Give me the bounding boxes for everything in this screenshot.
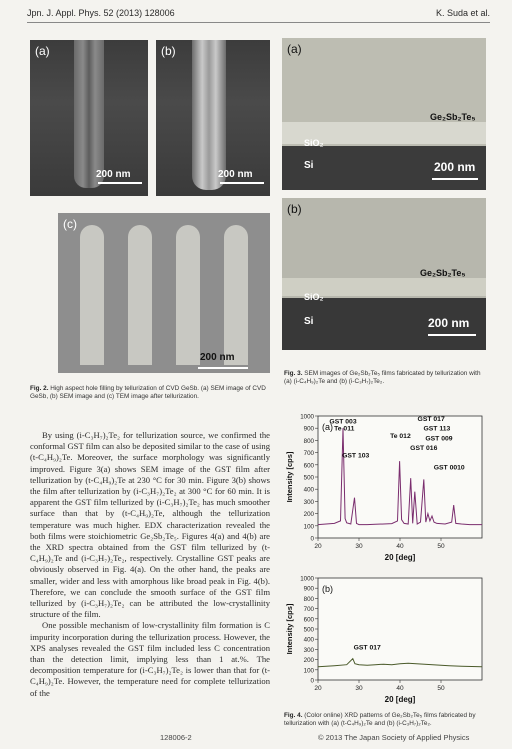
fig2-panel-b xyxy=(156,40,270,196)
si-label: Si xyxy=(304,316,314,327)
y-tick-label: 0 xyxy=(310,677,314,685)
scale-label: 200 nm xyxy=(428,316,470,330)
fig2-caption-text: High aspect hole filling by tellurization of CVD GeSb. (a) SEM image of CVD GeSb, (b) SEM image and (c) TEM image after tellurization. xyxy=(30,385,266,400)
film-label: Ge₂Sb₂Te₅ xyxy=(430,112,476,122)
journal-header: Jpn. J. Appl. Phys. 52 (2013) 128006 xyxy=(27,8,175,18)
scale-label: 200 nm xyxy=(200,352,235,363)
fig4-caption-label: Fig. 4. xyxy=(284,712,303,719)
fig4-caption-text: (Color online) XRD patterns of Ge₂Sb₂Te₅ films fabricated by tellurization with (a) (t-C₄H₉)₂Te and (b) (i-C₃H₇)₂Te₂. xyxy=(284,712,476,727)
x-tick-label: 50 xyxy=(437,543,445,550)
y-tick-label: 500 xyxy=(303,474,314,482)
scale-bar xyxy=(432,178,478,180)
y-axis-label: Intensity [cps] xyxy=(285,451,294,503)
y-tick-label: 200 xyxy=(303,657,314,665)
y-tick-label: 0 xyxy=(310,535,314,543)
y-tick-label: 600 xyxy=(303,616,314,624)
scale-label: 200 nm xyxy=(218,169,253,180)
fig4-chart-b xyxy=(282,572,490,712)
tem-column xyxy=(224,225,248,365)
scale-bar xyxy=(220,182,264,184)
fig2-panel-a-label: (a) xyxy=(35,44,50,58)
y-tick-label: 300 xyxy=(303,646,314,654)
peak-annotation: GST 016 xyxy=(410,445,438,453)
x-tick-label: 30 xyxy=(355,685,363,692)
peak-annotation: GST 009 xyxy=(425,435,453,443)
copyright: © 2013 The Japan Society of Applied Physics xyxy=(318,733,470,742)
x-axis-label: 20 [deg] xyxy=(384,695,416,704)
fig3-caption xyxy=(284,370,486,386)
y-axis-label: Intensity [cps] xyxy=(285,603,294,655)
y-tick-label: 400 xyxy=(303,486,314,494)
fig2-panel-b-label: (b) xyxy=(161,44,176,58)
y-tick-label: 300 xyxy=(303,498,314,506)
x-axis-label: 20 [deg] xyxy=(384,553,416,562)
tem-column xyxy=(176,225,200,365)
tem-column xyxy=(128,225,152,365)
y-tick-label: 600 xyxy=(303,462,314,470)
fig2-caption xyxy=(30,385,270,401)
panel-label: (b) xyxy=(322,584,333,594)
page-number: 128006-2 xyxy=(160,733,192,742)
xrd-chart-a-svg xyxy=(282,410,490,570)
fig3-caption-label: Fig. 3. xyxy=(284,370,303,377)
scale-bar xyxy=(428,334,476,336)
y-tick-label: 700 xyxy=(303,606,314,614)
peak-annotation: GST 017 xyxy=(417,415,445,423)
x-tick-label: 50 xyxy=(437,685,445,692)
peak-annotation: GST 017 xyxy=(353,644,381,652)
y-tick-label: 700 xyxy=(303,450,314,458)
header-rule xyxy=(27,22,490,23)
y-tick-label: 900 xyxy=(303,585,314,593)
y-tick-label: 200 xyxy=(303,511,314,519)
paragraph-1: By using (i-C₃H₇)₂Te₂ for tellurization source, we confirmed the conformal GST film can also be deposited similar to the case of using (t-C₄H₉)₂Te. Moreover, the surface morphology was significantly improved. Figure 3(a) shows SEM image of the GST film after tellurization by (t-C₄H₉)₂Te at 230 °C for 30 min. Figure 3(b) shows the film after tellurization by (i-C₃H₇)₂Te₂ at 300 °C for 60 min. It is apparent the GST film tellurized by (i-C₃H₇)₂Te₂ has much smoother surface than that by (t-C₄H₉)₂Te, although the tellurization temperature was much higher. EDX characterization revealed the both films were stoichiometric Ge₂Sb₂Te₅. Figures 4(a) and 4(b) are the XRD spectra obtained from the GST film tellurized by (t-C₄H₉)₂Te and (i-C₃H₇)₂Te₂, respectively. Crystalline GST peaks are obviously observed in Fig. 4(a). On the other hand, the peaks are smaller, wider and less with amorphous like broad peak in Fig. 4(b). Therefore, we can conclude the smooth surface of the GST film tellurized by (i-C₃H₇)₂Te₂ can be attributed the low-crystallinity structure of the film. xyxy=(30,430,270,620)
film-label: Ge₂Sb₂Te₅ xyxy=(420,268,466,278)
sio2-label: SiO₂ xyxy=(304,292,324,302)
peak-annotation: GST 113 xyxy=(423,425,451,433)
peak-annotation: GST 003 xyxy=(329,418,357,426)
fig2-panel-c-label: (c) xyxy=(63,217,77,231)
x-tick-label: 20 xyxy=(314,685,322,692)
xrd-chart-b-svg xyxy=(282,572,490,712)
x-tick-label: 40 xyxy=(396,685,404,692)
x-tick-label: 20 xyxy=(314,543,322,550)
y-tick-label: 900 xyxy=(303,425,314,433)
fig3-panel-a-label: (a) xyxy=(287,42,302,56)
fig3-caption-text: SEM images of Ge₂Sb₂Te₅ films fabricated by tellurization with (a) (i-C₄H₉)₂Te and (b) (i-C₃H₇)₂Te₂. xyxy=(284,370,481,385)
scale-bar xyxy=(198,367,248,369)
peak-annotation: Te 011 xyxy=(334,425,355,433)
fig2-caption-label: Fig. 2. xyxy=(30,385,49,392)
panel-label: (a) xyxy=(322,422,333,432)
y-tick-label: 800 xyxy=(303,437,314,445)
scale-bar xyxy=(98,182,142,184)
peak-annotation: GST 103 xyxy=(342,452,370,460)
fig4-caption xyxy=(284,712,486,728)
hole-trench xyxy=(74,40,104,188)
x-tick-label: 30 xyxy=(355,543,363,550)
tem-column xyxy=(80,225,104,365)
y-tick-label: 1000 xyxy=(300,575,314,583)
paragraph-2: One possible mechanism of low-crystallinity film formation is C impurity incorporation during the tellurization process. However, the XPS analyses revealed the GST film included less C concentration than the detection limit, implying less than 1 at.%. The decomposition temperature for (i-C₃H₇)₂Te₂ is lower than that for (t-C₄H₉)₂Te. However, the temperature need for complete tellurization of the xyxy=(30,620,270,698)
si-label: Si xyxy=(304,160,314,171)
fig3-panel-a xyxy=(282,38,486,190)
filled-hole xyxy=(192,40,226,190)
fig4-chart-a xyxy=(282,410,490,570)
y-tick-label: 100 xyxy=(303,523,314,531)
body-text xyxy=(30,430,270,699)
fig2-panel-a xyxy=(30,40,148,196)
scale-label: 200 nm xyxy=(96,169,131,180)
x-tick-label: 40 xyxy=(396,543,404,550)
authors-header: K. Suda et al. xyxy=(435,8,490,18)
y-tick-label: 800 xyxy=(303,595,314,603)
fig3-panel-b xyxy=(282,198,486,350)
y-tick-label: 500 xyxy=(303,626,314,634)
fig2-panel-c xyxy=(58,213,270,373)
fig3-panel-b-label: (b) xyxy=(287,202,302,216)
y-tick-label: 1000 xyxy=(300,413,314,421)
scale-label: 200 nm xyxy=(434,160,476,174)
y-tick-label: 400 xyxy=(303,636,314,644)
y-tick-label: 100 xyxy=(303,667,314,675)
peak-annotation: GST 0010 xyxy=(433,464,465,472)
sio2-label: SiO₂ xyxy=(304,138,324,148)
peak-annotation: Te 012 xyxy=(390,432,411,440)
